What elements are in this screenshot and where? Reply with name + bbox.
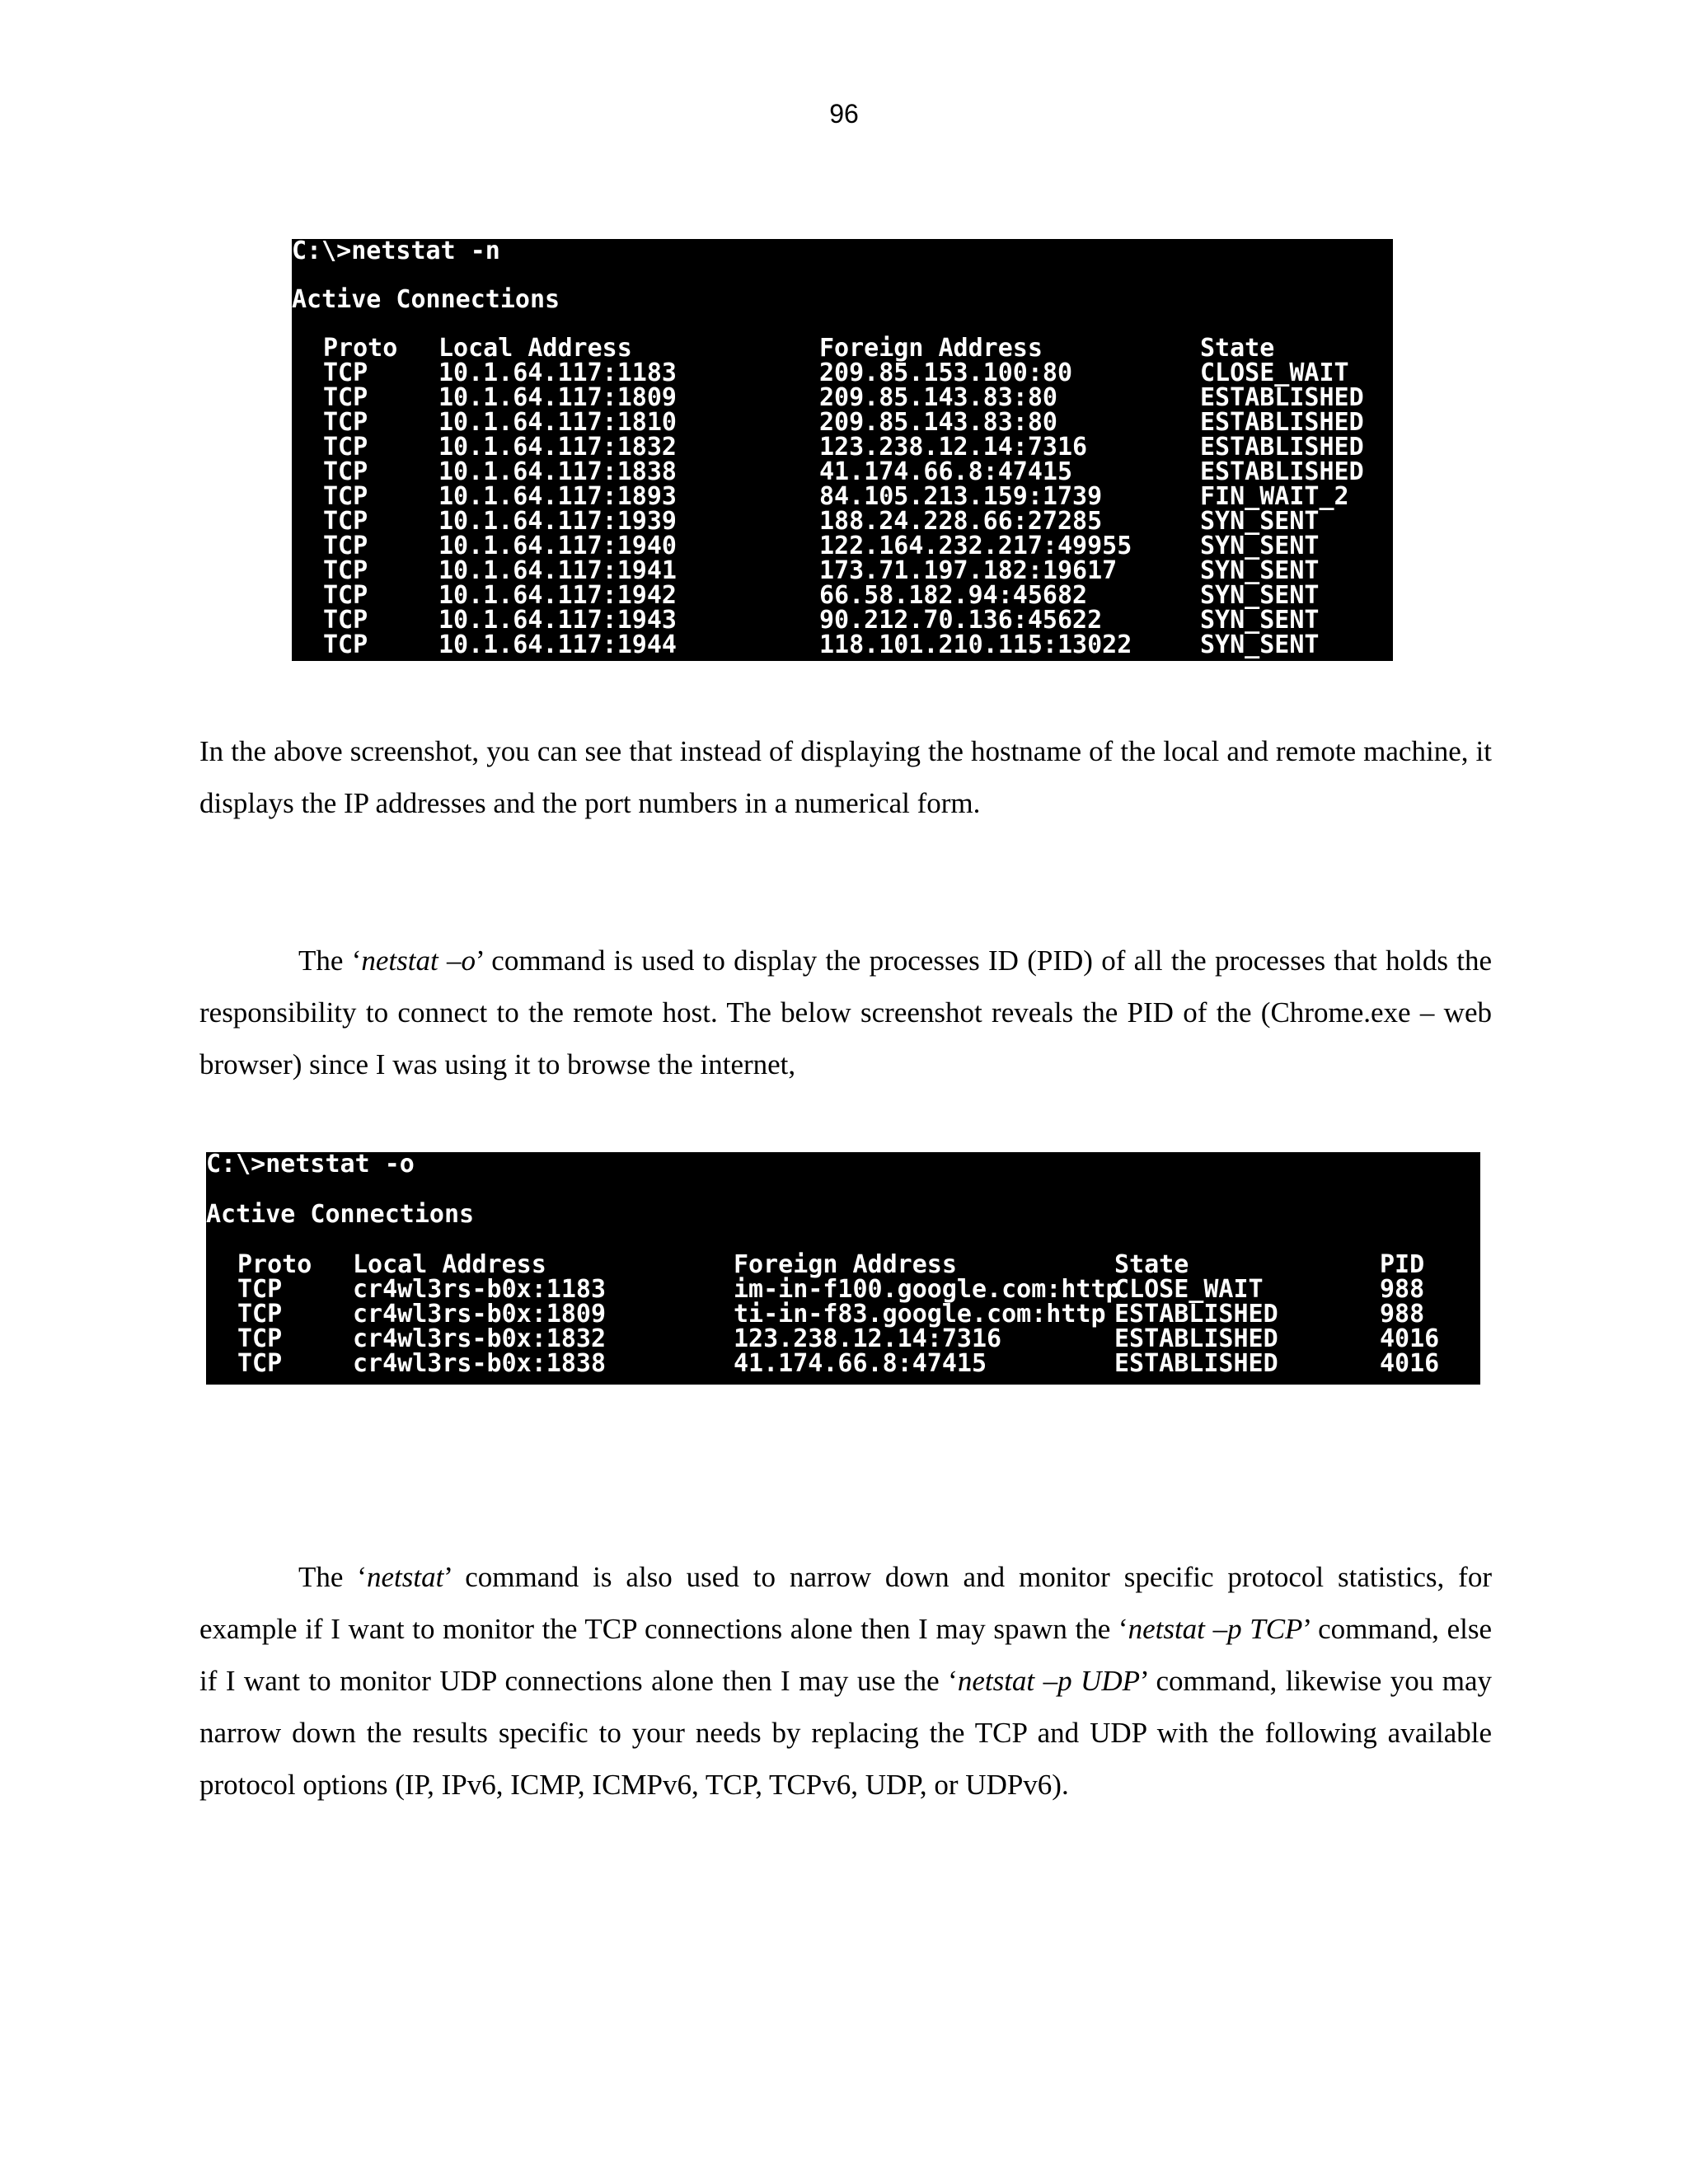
- cell-foreign-address: im-in-f100.google.com:http: [734, 1275, 1121, 1304]
- cell-state: SYN_SENT: [1200, 630, 1320, 659]
- cell-local-address: 10.1.64.117:1183: [438, 359, 677, 387]
- cell-state: ESTABLISHED: [1200, 433, 1364, 462]
- cell-foreign-address: 122.164.232.217:49955: [819, 532, 1132, 560]
- cell-foreign-address: 209.85.143.83:80: [819, 408, 1057, 437]
- cell-local-address: 10.1.64.117:1941: [438, 556, 677, 585]
- cell-local-address: cr4wl3rs-b0x:1809: [353, 1300, 607, 1329]
- text: ’ command, else if I want to monitor UDP connections alone then I may use the ‘: [199, 1613, 1492, 1697]
- command-name: netstat –p TCP: [1128, 1613, 1303, 1645]
- cell-local-address: cr4wl3rs-b0x:1838: [353, 1349, 607, 1378]
- cell-foreign-address: 209.85.143.83:80: [819, 383, 1057, 412]
- cell-state: ESTABLISHED: [1114, 1324, 1278, 1353]
- cell-pid: 4016: [1380, 1349, 1440, 1378]
- console-heading: Active Connections: [206, 1200, 475, 1229]
- cell-proto: TCP: [323, 359, 368, 387]
- cell-local-address: 10.1.64.117:1893: [438, 482, 677, 511]
- paragraph-screenshot-explanation: [199, 725, 1492, 829]
- paragraph-netstat-o: [199, 935, 1492, 1090]
- cell-state: SYN_SENT: [1200, 507, 1320, 536]
- cell-proto: TCP: [323, 606, 368, 635]
- cell-state: SYN_SENT: [1200, 606, 1320, 635]
- cell-local-address: cr4wl3rs-b0x:1832: [353, 1324, 607, 1353]
- cell-proto: TCP: [323, 556, 368, 585]
- header-local-address: Local Address: [353, 1250, 546, 1279]
- cell-state: FIN_WAIT_2: [1200, 482, 1349, 511]
- cell-local-address: cr4wl3rs-b0x:1183: [353, 1275, 607, 1304]
- cell-proto: TCP: [323, 457, 368, 486]
- console-heading: Active Connections: [292, 285, 560, 314]
- command-name: netstat –p UDP: [957, 1665, 1140, 1697]
- cell-local-address: 10.1.64.117:1940: [438, 532, 677, 560]
- console-header-row: [206, 1250, 1425, 1279]
- cell-proto: TCP: [237, 1275, 283, 1304]
- cell-local-address: 10.1.64.117:1809: [438, 383, 677, 412]
- cell-local-address: 10.1.64.117:1942: [438, 581, 677, 610]
- cell-pid: 988: [1380, 1300, 1425, 1329]
- cell-proto: TCP: [323, 433, 368, 462]
- cell-foreign-address: 90.212.70.136:45622: [819, 606, 1103, 635]
- cell-proto: TCP: [323, 507, 368, 536]
- cell-proto: TCP: [323, 383, 368, 412]
- console-command: C:\>netstat -o: [206, 1152, 415, 1179]
- cell-local-address: 10.1.64.117:1810: [438, 408, 677, 437]
- cell-foreign-address: 41.174.66.8:47415: [819, 457, 1073, 486]
- cell-proto: TCP: [323, 482, 368, 511]
- cell-proto: TCP: [237, 1300, 283, 1329]
- cell-state: ESTABLISHED: [1114, 1349, 1278, 1378]
- cell-state: ESTABLISHED: [1200, 408, 1364, 437]
- cell-state: SYN_SENT: [1200, 556, 1320, 585]
- cell-proto: TCP: [237, 1324, 283, 1353]
- command-name: netstat –o: [361, 944, 476, 977]
- cell-local-address: 10.1.64.117:1944: [438, 630, 677, 659]
- cell-state: SYN_SENT: [1200, 532, 1320, 560]
- cell-foreign-address: 123.238.12.14:7316: [819, 433, 1088, 462]
- cell-state: CLOSE_WAIT: [1200, 359, 1349, 387]
- cell-local-address: 10.1.64.117:1939: [438, 507, 677, 536]
- cell-foreign-address: 41.174.66.8:47415: [734, 1349, 987, 1378]
- cell-state: ESTABLISHED: [1114, 1300, 1278, 1329]
- header-pid: PID: [1380, 1250, 1425, 1279]
- paragraph-text: In the above screenshot, you can see that instead of displaying the hostname of the local and remote machine, it displays the IP addresses and the port numbers in a numerical form.: [199, 735, 1492, 819]
- cell-proto: TCP: [323, 581, 368, 610]
- netstat-o-screenshot: [206, 1152, 1480, 1385]
- console-header-row: [292, 334, 1275, 363]
- header-local-address: Local Address: [438, 334, 632, 363]
- cell-proto: TCP: [323, 630, 368, 659]
- header-proto: Proto: [323, 334, 398, 363]
- cell-pid: 988: [1380, 1275, 1425, 1304]
- cell-foreign-address: 118.101.210.115:13022: [819, 630, 1132, 659]
- header-foreign-address: Foreign Address: [819, 334, 1043, 363]
- cell-state: ESTABLISHED: [1200, 457, 1364, 486]
- paragraph-netstat-p: [199, 1551, 1492, 1811]
- netstat-n-screenshot: [292, 239, 1393, 661]
- header-foreign-address: Foreign Address: [734, 1250, 957, 1279]
- cell-foreign-address: ti-in-f83.google.com:http: [734, 1300, 1106, 1329]
- cell-foreign-address: 188.24.228.66:27285: [819, 507, 1103, 536]
- cell-foreign-address: 123.238.12.14:7316: [734, 1324, 1002, 1353]
- text: ’ command is used to display the processes ID (PID) of all the processes that holds the responsibility to connect to the remote host. The below screenshot reveals the PID of the (Chrome.exe – web browser) since I was using it to browse the internet,: [199, 944, 1492, 1080]
- cell-proto: TCP: [323, 408, 368, 437]
- cell-state: CLOSE_WAIT: [1114, 1275, 1264, 1304]
- header-proto: Proto: [237, 1250, 312, 1279]
- text: The ‘: [298, 1561, 367, 1593]
- header-state: State: [1200, 334, 1275, 363]
- cell-local-address: 10.1.64.117:1832: [438, 433, 677, 462]
- text: The ‘: [298, 944, 362, 977]
- page-number: 96: [829, 99, 859, 129]
- cell-pid: 4016: [1380, 1324, 1440, 1353]
- console-command: C:\>netstat -n: [292, 239, 500, 265]
- cell-proto: TCP: [237, 1349, 283, 1378]
- cell-foreign-address: 84.105.213.159:1739: [819, 482, 1103, 511]
- cell-local-address: 10.1.64.117:1838: [438, 457, 677, 486]
- cell-foreign-address: 209.85.153.100:80: [819, 359, 1073, 387]
- cell-proto: TCP: [323, 532, 368, 560]
- command-name: netstat: [366, 1561, 444, 1593]
- cell-foreign-address: 66.58.182.94:45682: [819, 581, 1088, 610]
- text: ’ command, likewise you may narrow down the results specific to your needs by replacing the TCP and UDP with the following available protocol options (IP, IPv6, ICMP, ICMPv6, TCP, TCPv6, UDP, or UDPv6).: [199, 1665, 1492, 1801]
- cell-foreign-address: 173.71.197.182:19617: [819, 556, 1118, 585]
- header-state: State: [1114, 1250, 1189, 1279]
- text: ’ command is also used to narrow down and monitor specific protocol statistics, for example if I want to monitor the TCP connections alone then I may spawn the ‘: [199, 1561, 1492, 1645]
- cell-state: SYN_SENT: [1200, 581, 1320, 610]
- cell-state: ESTABLISHED: [1200, 383, 1364, 412]
- cell-local-address: 10.1.64.117:1943: [438, 606, 677, 635]
